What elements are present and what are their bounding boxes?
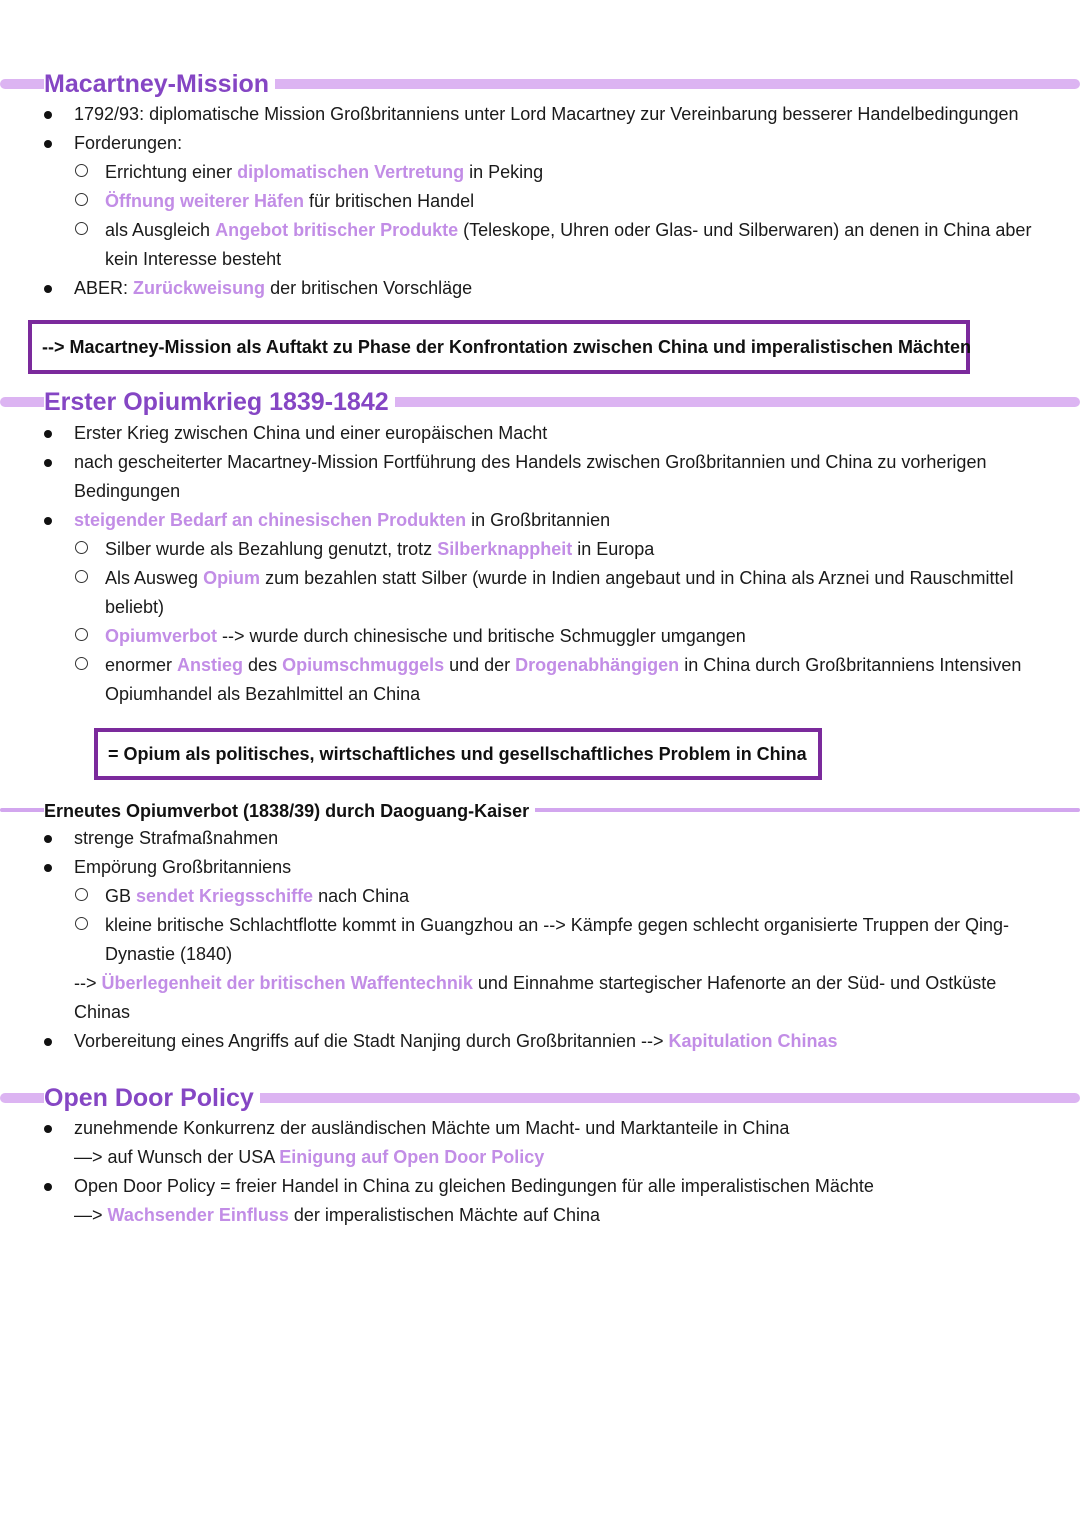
highlight-term: Einigung auf Open Door Policy — [279, 1147, 545, 1167]
section-title: Erneutes Opiumverbot (1838/39) durch Daoguang-Kaiser — [44, 791, 535, 831]
highlight-term: Öffnung weiterer Häfen — [105, 191, 305, 211]
text: Errichtung einer — [105, 162, 238, 182]
sub-list-item — [0, 535, 1080, 564]
list-item-text: Empörung Großbritanniens — [74, 857, 292, 877]
highlight-term: Opiumverbot — [105, 626, 218, 646]
circle-bullet-icon — [75, 657, 88, 670]
section-opium-ban — [0, 791, 1080, 1056]
list-item — [0, 1114, 1080, 1143]
circle-bullet-icon — [75, 222, 88, 235]
section-opium-war — [0, 382, 1080, 709]
highlight-term: Opiumschmuggels — [282, 655, 445, 675]
section-heading — [0, 64, 1080, 104]
list-item — [0, 1172, 1080, 1201]
text: in China durch Großbritanniens Intensiven Opiumhandel als Bezahlmittel an China — [105, 655, 1022, 704]
section-title: Macartney-Mission — [44, 64, 275, 104]
text: Silber wurde als Bezahlung genutzt, trotz — [105, 539, 438, 559]
list-item — [0, 506, 1080, 535]
circle-bullet-icon — [75, 164, 88, 177]
list-item — [0, 824, 1080, 853]
sub-list-item — [0, 216, 1080, 274]
highlight-term: Wachsender Einfluss — [107, 1205, 289, 1225]
list-item-text: kleine britische Schlachtflotte kommt in Guangzhou an --> Kämpfe gegen schlecht organisierte Truppen der Qing-Dynastie (1840) — [105, 915, 1009, 964]
text: (Teleskope, Uhren oder Glas- und Silberwaren) an denen in China aber kein Interesse besteht — [105, 220, 1032, 269]
list-item — [0, 100, 1080, 129]
text: --> wurde durch chinesische und britische Schmuggler umgangen — [217, 626, 746, 646]
sub-list-item — [0, 158, 1080, 187]
text: Als Ausweg — [105, 568, 204, 588]
text: —> auf Wunsch der USA — [74, 1147, 280, 1167]
highlight-term: Drogenabhängigen — [515, 655, 680, 675]
bullet-icon — [44, 864, 52, 872]
highlight-term: Zurückweisung — [133, 278, 266, 298]
list-item — [0, 448, 1080, 506]
highlight-term: sendet Kriegsschiffe — [136, 886, 314, 906]
bullet-icon — [44, 140, 52, 148]
circle-bullet-icon — [75, 888, 88, 901]
continuation-line — [0, 1201, 1080, 1230]
bullet-icon — [44, 1183, 52, 1191]
list-item-text: nach gescheiterter Macartney-Mission Fortführung des Handels zwischen Großbritannien und China zu vorherigen Bedingungen — [74, 452, 987, 501]
text: enormer — [105, 655, 178, 675]
bullet-icon — [44, 835, 52, 843]
section-title: Open Door Policy — [44, 1078, 260, 1118]
text: und der — [444, 655, 516, 675]
list-item — [0, 1027, 1080, 1056]
text: der britischen Vorschläge — [265, 278, 473, 298]
section-heading — [0, 1078, 1080, 1118]
section-open-door — [0, 1078, 1080, 1230]
text: des — [243, 655, 283, 675]
list-item — [0, 853, 1080, 882]
text: nach China — [313, 886, 410, 906]
highlight-term: Anstieg — [177, 655, 244, 675]
circle-bullet-icon — [75, 570, 88, 583]
conclusion-box: = Opium als politisches, wirtschaftliches und gesellschaftliches Problem in China — [94, 728, 822, 780]
list-item-text: 1792/93: diplomatische Mission Großbritanniens unter Lord Macartney zur Vereinbarung besserer Handelbedingungen — [74, 104, 1019, 124]
text: GB — [105, 886, 137, 906]
section-macartney — [0, 64, 1080, 303]
list-item-text: Open Door Policy = freier Handel in China zu gleichen Bedingungen für alle imperalistischen Mächte — [74, 1176, 874, 1196]
highlight-term: Silberknappheit — [437, 539, 573, 559]
bullet-icon — [44, 111, 52, 119]
sub-list-item — [0, 187, 1080, 216]
continuation-line — [0, 969, 1080, 1027]
text: in Großbritannien — [466, 510, 611, 530]
highlight-term: Opium — [203, 568, 261, 588]
bullet-icon — [44, 430, 52, 438]
bullet-icon — [44, 459, 52, 467]
highlight-term: Überlegenheit der britischen Waffentechnik — [101, 973, 473, 993]
circle-bullet-icon — [75, 628, 88, 641]
bullet-icon — [44, 1038, 52, 1046]
sub-list-item — [0, 651, 1080, 709]
text: in Peking — [464, 162, 544, 182]
list-item-text: strenge Strafmaßnahmen — [74, 828, 279, 848]
list-item — [0, 129, 1080, 158]
highlight-term: Angebot britischer Produkte — [215, 220, 459, 240]
sub-list-item — [0, 564, 1080, 622]
bullet-icon — [44, 1125, 52, 1133]
list-item-text: Forderungen: — [74, 133, 183, 153]
bullet-icon — [44, 517, 52, 525]
text: und Einnahme startegischer Hafenorte an der Süd- und Ostküste Chinas — [74, 973, 997, 1022]
sub-list-item — [0, 882, 1080, 911]
conclusion-box: --> Macartney-Mission als Auftakt zu Phase der Konfrontation zwischen China und imperalistischen Mächten — [28, 320, 970, 374]
list-item — [0, 274, 1080, 303]
text: zum bezahlen statt Silber (wurde in Indien angebaut und in China als Arznei und Rauschmittel beliebt) — [105, 568, 1014, 617]
text: Vorbereitung eines Angriffs auf die Stadt Nanjing durch Großbritannien --> — [74, 1031, 669, 1051]
list-item-text: zunehmende Konkurrenz der ausländischen Mächte um Macht- und Marktanteile in China — [74, 1118, 790, 1138]
text: --> — [74, 973, 102, 993]
text: —> — [74, 1205, 108, 1225]
continuation-line — [0, 1143, 1080, 1172]
circle-bullet-icon — [75, 193, 88, 206]
list-item — [0, 419, 1080, 448]
circle-bullet-icon — [75, 541, 88, 554]
highlight-term: diplomatischen Vertretung — [237, 162, 465, 182]
list-item-text: Erster Krieg zwischen China und einer europäischen Macht — [74, 423, 548, 443]
section-title: Erster Opiumkrieg 1839-1842 — [44, 382, 395, 422]
sub-list-item — [0, 622, 1080, 651]
text: als Ausgleich — [105, 220, 216, 240]
highlight-term: Kapitulation Chinas — [668, 1031, 838, 1051]
sub-list-item — [0, 911, 1080, 969]
text: ABER: — [74, 278, 134, 298]
bullet-icon — [44, 285, 52, 293]
circle-bullet-icon — [75, 917, 88, 930]
highlight-term: steigender Bedarf an chinesischen Produkten — [74, 510, 467, 530]
text: in Europa — [572, 539, 655, 559]
text: der imperalistischen Mächte auf China — [288, 1205, 601, 1225]
text: für britischen Handel — [304, 191, 475, 211]
section-heading — [0, 382, 1080, 422]
